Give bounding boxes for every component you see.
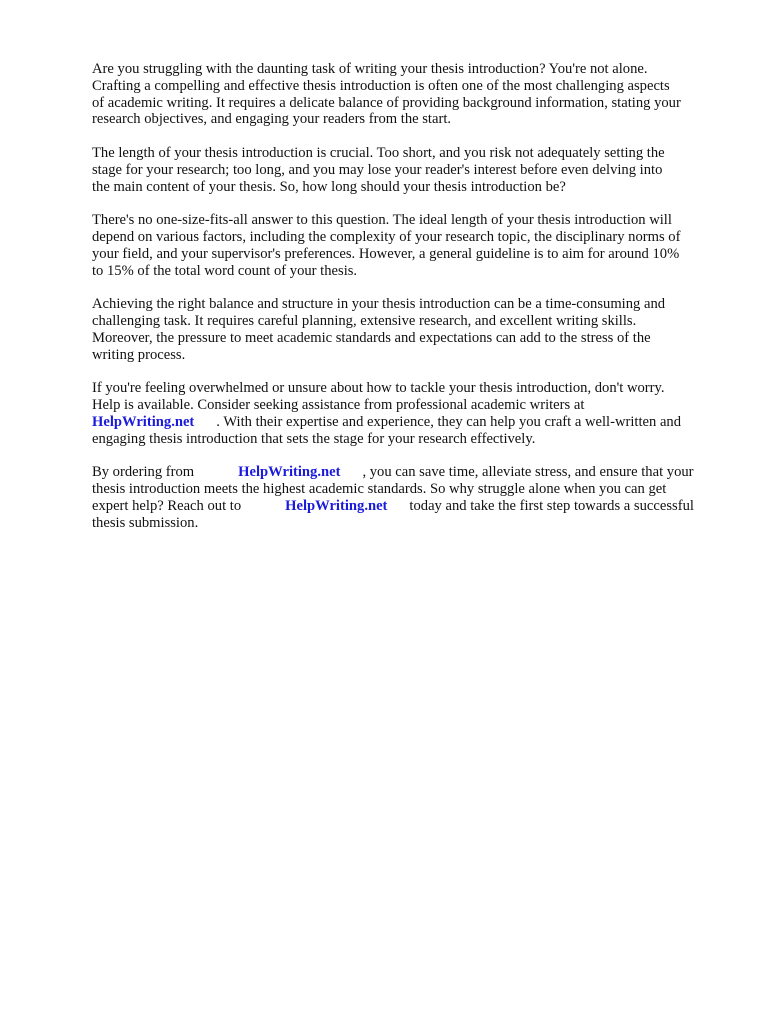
text-line: Are you struggling with the daunting task of writing your thesis introduction? You're not alone. <box>92 61 648 77</box>
text-line: engaging thesis introduction that sets the stage for your research effectively. <box>92 430 536 447</box>
paragraph-help <box>92 380 708 447</box>
text-line: stage for your research; too long, and you may lose your reader's interest before even delving into <box>92 161 663 178</box>
text-segment: . With their expertise and experience, they can help you craft a well-written and <box>216 413 682 430</box>
text-segment: By ordering from <box>92 464 195 481</box>
helpwriting-link[interactable]: HelpWriting.net <box>285 497 388 514</box>
paragraph-guideline <box>92 212 708 279</box>
text-line: the main content of your thesis. So, how long should your thesis introduction be? <box>92 178 566 195</box>
text-line: The length of your thesis introduction is crucial. Too short, and you risk not adequately setting the <box>92 144 665 161</box>
text-line <box>92 498 708 515</box>
paragraph-balance <box>92 296 708 363</box>
text-line: thesis submission. <box>92 514 199 531</box>
helpwriting-link[interactable]: HelpWriting.net <box>238 464 341 481</box>
text-line: depend on various factors, including the complexity of your research topic, the disciplinary norms of <box>92 228 681 245</box>
helpwriting-link[interactable]: HelpWriting.net <box>92 413 195 430</box>
paragraph-length <box>92 145 708 195</box>
text-line: Crafting a compelling and effective thesis introduction is often one of the most challenging aspects <box>92 77 670 94</box>
text-segment: expert help? Reach out to <box>92 497 242 514</box>
text-line: Help is available. Consider seeking assistance from professional academic writers at <box>92 396 585 413</box>
text-segment: , you can save time, alleviate stress, and ensure that your <box>362 464 694 481</box>
text-line: thesis introduction meets the highest academic standards. So why struggle alone when you can get <box>92 480 667 497</box>
text-line: of academic writing. It requires a delicate balance of providing background information, stating your <box>92 94 681 111</box>
text-line: to 15% of the total word count of your thesis. <box>92 262 358 279</box>
text-line: Achieving the right balance and structure in your thesis introduction can be a time-consuming and <box>92 296 666 313</box>
text-line <box>92 464 708 481</box>
text-line: There's no one-size-fits-all answer to this question. The ideal length of your thesis introduction will <box>92 212 672 229</box>
text-line: Moreover, the pressure to meet academic standards and expectations can add to the stress of the <box>92 329 651 346</box>
text-segment: today and take the first step towards a successful <box>409 497 694 514</box>
text-line <box>92 414 708 431</box>
text-line: challenging task. It requires careful planning, extensive research, and excellent writing skills. <box>92 312 637 329</box>
text-line: writing process. <box>92 346 186 363</box>
text-line: research objectives, and engaging your readers from the start. <box>92 111 452 128</box>
text-line: your field, and your supervisor's preferences. However, a general guideline is to aim for around 10% <box>92 245 680 262</box>
text-line: If you're feeling overwhelmed or unsure about how to tackle your thesis introduction, don't worry. <box>92 380 665 397</box>
paragraph-ordering <box>92 464 708 531</box>
paragraph-intro <box>92 61 708 128</box>
